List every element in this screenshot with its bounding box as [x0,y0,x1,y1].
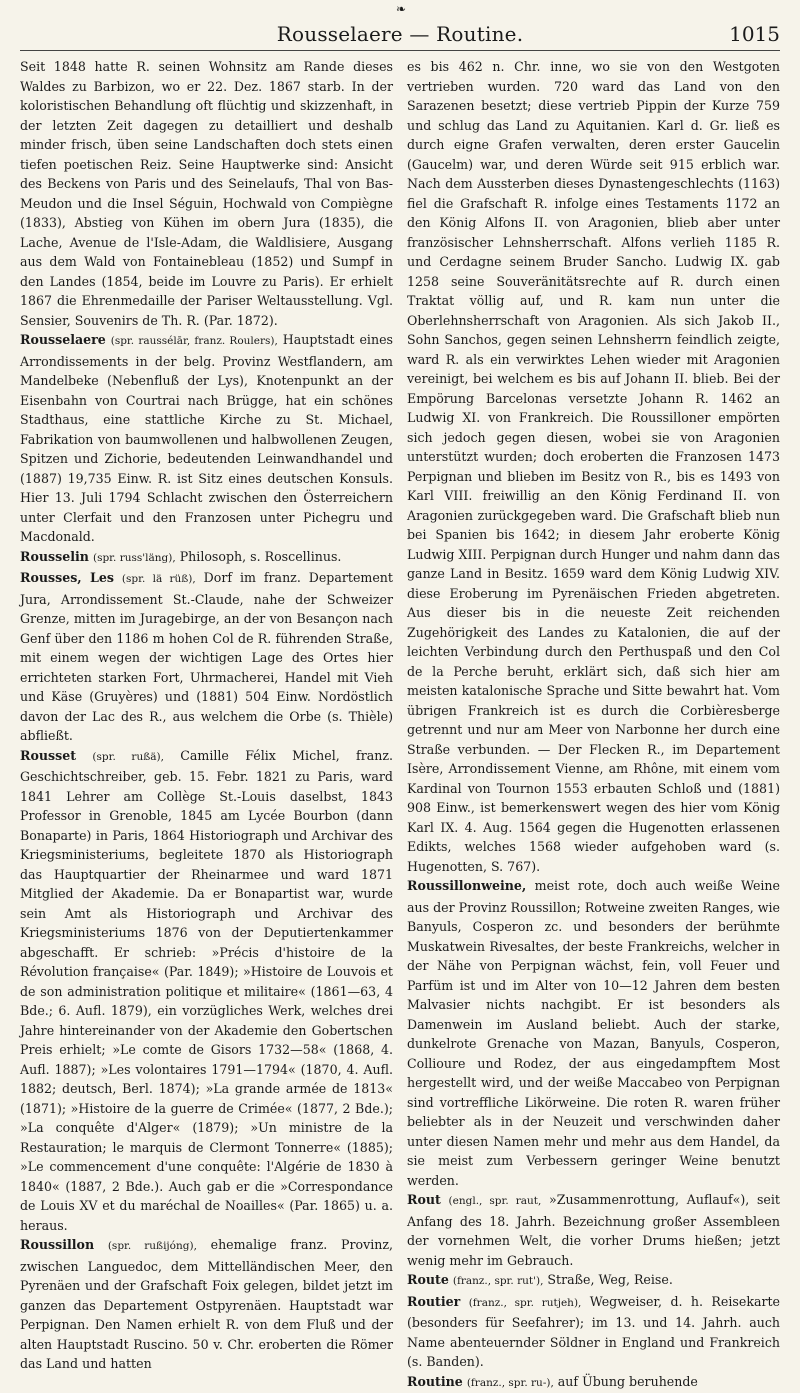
entry-pronunciation: (franz., spr. rutjeh), [469,1297,582,1309]
entry-route [407,1270,780,1292]
entry-text: »Zusammenrottung, Auflauf«), seit Anfang des 18. Jahrh. Bezeichnung großer Assembleen der vornehmen Welt, die vorher Drums hießen; jetzt wenig mehr im Gebrauch. [407,1192,780,1268]
entry-text: Camille Félix Michel, franz. Geschichtschreiber, geb. 15. Febr. 1821 zu Paris, ward 1841 Lehrer am Collège St.-Louis daselbst, 1843 Professor in Grenoble, 1845 am Lycée Bourbon (dann Bonaparte) in Paris, 1864 Historiograph und Archivar des Kriegsministeriums, begleitete 1870 als Historiograph das Hauptquartier der Rheinarmee und ward 1871 Mitglied der Akademie. Da er Bonapartist war, wurde sein Amt als Historiograph und Archivar des Kriegsministeriums 1876 von der Deputiertenkammer abgeschafft. Er schrieb: »Précis d'histoire de la Révolution française« (Par. 1849); »Histoire de Louvois et de son administration politique et militaire« (1861—63, 4 Bde.; 6. Aufl. 1879), ein vorzügliches Werk, welches drei Jahre hintereinander von der Akademie den Gobertschen Preis erhielt; »Le comte de Gisors 1732—58« (1868, 4. Aufl. 1887); »Les volontaires 1791—1794« (1870, 4. Aufl. 1882; deutsch, Berl. 1874); »La grande armée de 1813« (1871); »Histoire de la guerre de Crimée« (1877, 2 Bde.); »La conquête d'Alger« (1879); »Un ministre de la Restauration; le marquis de Clermont Tonnerre« (1885); »Le commencement d'une conquête: l'Algérie de 1830 à 1840« (1887, 2 Bde.). Auch gab er die »Correspondance de Louis XV et du maréchal de Noailles« (Par. 1865) u. a. heraus. [20,748,393,1233]
entry-headword: Route [407,1272,449,1287]
continuation-text: Seit 1848 hatte R. seinen Wohnsitz am Rande dieses Waldes zu Barbizon, wo er 22. Dez. 1867 starb. In der koloristischen Behandlung oft flüchtig und skizzenhaft, in der letzten Zeit dagegen zu detailliert und deshalb minder frisch, üben seine Landschaften doch stets einen tiefen poetischen Reiz. Seine Hauptwerke sind: Ansicht des Beckens von Paris und des Seinelaufs, Thal von Bas-Meudon und die Insel Séguin, Hochwald von Compiègne (1833), Abstieg von Kühen im obern Jura (1835), die Lache, Avenue de l'Isle-Adam, die Waldlisiere, Ausgang aus dem Wald von Fontainebleau (1852) und Sumpf in den Landes (1854, beide im Louvre zu Paris). Er erhielt 1867 die Ehrenmedaille der Pariser Weltausstellung. Vgl. Sensier, Souvenirs de Th. R. (Par. 1872). [20,57,393,330]
entry-headword: Routier [407,1294,460,1309]
entry-rout [407,1190,780,1270]
entry-text: Dorf im franz. Departement Jura, Arrondissement St.-Claude, nahe der Schweizer Grenze, mitten im Juragebirge, an der von Besançon nach Genf über den 1186 m hohen Col de R. führenden Straße, mit einem wegen der wichtigen Lage des Ortes hier errichteten starken Fort, Uhrmacherei, Handel mit Vieh und Käse (Gruyères) und (1881) 504 Einw. Nordöstlich davon der Lac des R., aus welchem die Orbe (s. Thièle) abfließt. [20,570,393,743]
running-title: Rousselaere — Routine. [20,22,780,46]
entry-rousselin [20,547,393,569]
entry-text: Hauptstadt eines Arrondissements in der belg. Provinz Westflandern, am Mandelbeke (Nebenfluß der Lys), Knotenpunkt an der Eisenbahn von Courtrai nach Brügge, hat ein schönes Stadthaus, eine stattliche Kirche zu St. Michael, Fabrikation von baumwollenen und halbwollenen Zeugen, Spitzen und Zichorie, bedeutenden Leinwandhandel und (1887) 19,735 Einw. R. ist Sitz eines deutschen Konsuls. Hier 13. Juli 1794 Schlacht zwischen den Österreichern unter Clerfait und den Franzosen unter Pichegru und Macdonald. [20,332,393,544]
entry-text: Wegweiser, d. h. Reisekarte (besonders für Seefahrer); im 13. und 14. Jahrh. auch Name abenteuernder Söldner in England und Frankreich (s. Banden). [407,1294,780,1370]
entry-pronunciation: (franz., spr. ru-), [467,1377,554,1389]
entry-pronunciation: (spr. raussélār, franz. Roulers), [111,335,278,347]
entry-rousses [20,568,393,746]
entry-headword: Roussillon [20,1237,94,1252]
entry-text: Philosoph, s. Roscellinus. [176,549,342,564]
left-column [20,57,393,1393]
ornament-icon: ❧ [396,2,406,16]
entry-pronunciation: (spr. rußijóng), [108,1240,197,1252]
entry-pronunciation: (franz., spr. rut'), [453,1275,544,1287]
entry-headword: Rout [407,1192,441,1207]
page-number: 1015 [729,22,780,46]
entry-headword: Roussillonweine, [407,878,526,893]
entry-routier [407,1292,780,1372]
entry-rousselaere [20,330,393,547]
entry-roussillon [20,1235,393,1374]
entry-headword: Rousset [20,748,76,763]
entry-rousset [20,746,393,1236]
entry-text: auf Übung beruhende [554,1374,698,1389]
right-column [407,57,780,1393]
entry-text: ehemalige franz. Provinz, zwischen Languedoc, dem Mittelländischen Meer, den Pyrenäen und der Grafschaft Foix gelegen, bildet jetzt im ganzen das Departement Ostpyrenäen. Hauptstadt war Perpignan. Den Namen erhielt R. von dem Fluß und der alten Hauptstadt Ruscino. 50 v. Chr. eroberten die Römer das Land und hatten [20,1237,393,1371]
entry-headword: Rousses, Les [20,570,114,585]
entry-text: meist rote, doch auch weiße Weine aus der Provinz Roussillon; Rotweine zweiten Ranges, wie Banyuls, Cosperon zc. und besonders der berühmte Muskatwein Rivesaltes, der beste Frankreichs, welcher in der Nähe von Perpignan wächst, fein, voll Feuer und Parfüm ist und im Alter von 10—12 Jahren dem besten Malvasier nichts nachgibt. Er ist besonders als Damenwein im Ausland beliebt. Auch der starke, dunkelrote Grenache von Mazan, Banyuls, Cosperon, Collioure und Rodez, der aus eingedampftem Most hergestellt wird, und der weiße Maccabeo von Perpignan sind vortreffliche Likörweine. Die roten R. waren früher beliebter als in der Neuzeit und verschwinden daher unter diesen Namen mehr und mehr aus dem Handel, da sie meist zum Verbessern geringer Weine benutzt werden. [407,878,780,1188]
entry-routine [407,1372,780,1393]
entry-headword: Routine [407,1374,463,1389]
entry-pronunciation: (spr. rußä), [92,751,164,763]
running-header [20,16,780,51]
entry-text: Straße, Weg, Reise. [543,1272,672,1287]
entry-roussillonweine [407,876,780,1190]
entry-pronunciation: (engl., spr. raut, [449,1195,542,1207]
continuation-text: es bis 462 n. Chr. inne, wo sie von den Westgoten vertrieben wurden. 720 ward das Land von den Sarazenen besetzt; diese vertrieb Pippin der Kurze 759 und schlug das Land zu Aquitanien. Karl d. Gr. ließ es durch eigne Grafen verwalten, deren erster Gaucelin (Gaucelm) war, und deren Würde seit 915 erblich war. Nach dem Aussterben dieses Dynastengeschlechts (1163) fiel die Grafschaft R. infolge eines Testaments 1172 an den König Alfons II. von Aragonien, blieb aber unter französischer Lehnsherrschaft. Alfons verlieh 1185 R. und Cerdagne seinem Bruder Sancho. Ludwig IX. gab 1258 seine Souveränitätsrechte auf R. durch einen Traktat völlig auf, und R. kam nun unter die Oberlehnsherrschaft von Aragonien. Als sich Jakob II., Sohn Sanchos, gegen seinen Lehnsherrn feindlich zeigte, ward R. als ein verwirktes Lehen wieder mit Aragonien vereinigt, bei welchem es bis auf Johann II. blieb. Bei der Empörung Barcelonas versetzte Johann R. 1462 an Ludwig XI. von Frankreich. Die Roussilloner empörten sich jedoch gegen diesen, wobei sie von Aragonien unterstützt wurden; doch eroberten die Franzosen 1473 Perpignan und blieben im Besitz von R., bis es 1493 von Karl VIII. freiwillig an den König Ferdinand II. von Aragonien zurückgegeben ward. Die Grafschaft blieb nun bei Spanien bis 1642; in diesem Jahr eroberte König Ludwig XIII. Perpignan durch Hunger und nahm dann das ganze Land in Besitz. 1659 ward dem König Ludwig XIV. diese Eroberung im Pyrenäischen Frieden abgetreten. Aus dieser bis in die neueste Zeit reichenden Zugehörigkeit des Landes zu Katalonien, die auf der leichten Verbindung durch den Perthuspaß und den Col de la Perche beruht, erklärt sich, daß sich hier am meisten katalonische Sprache und Sitte bewahrt hat. Vom übrigen Frankreich ist es durch die Corbièresberge getrennt und nur am Meer von Narbonne her durch eine Straße verbunden. — Der Flecken R., im Departement Isère, Arrondissement Vienne, am Rhône, mit einem vom Kardinal von Tournon 1553 erbauten Schloß und (1881) 908 Einw., ist bemerkenswert wegen des hier vom König Karl IX. 4. Aug. 1564 gegen die Hugenotten erlassenen Edikts, welches 1568 wieder aufgehoben ward (s. Hugenotten, S. 767). [407,57,780,876]
entry-pronunciation: (spr. lä rüß), [122,573,196,585]
entry-headword: Rousselaere [20,332,106,347]
entry-headword: Rousselin [20,549,89,564]
entry-pronunciation: (spr. russ'läng), [93,552,176,564]
text-columns [20,57,780,1393]
